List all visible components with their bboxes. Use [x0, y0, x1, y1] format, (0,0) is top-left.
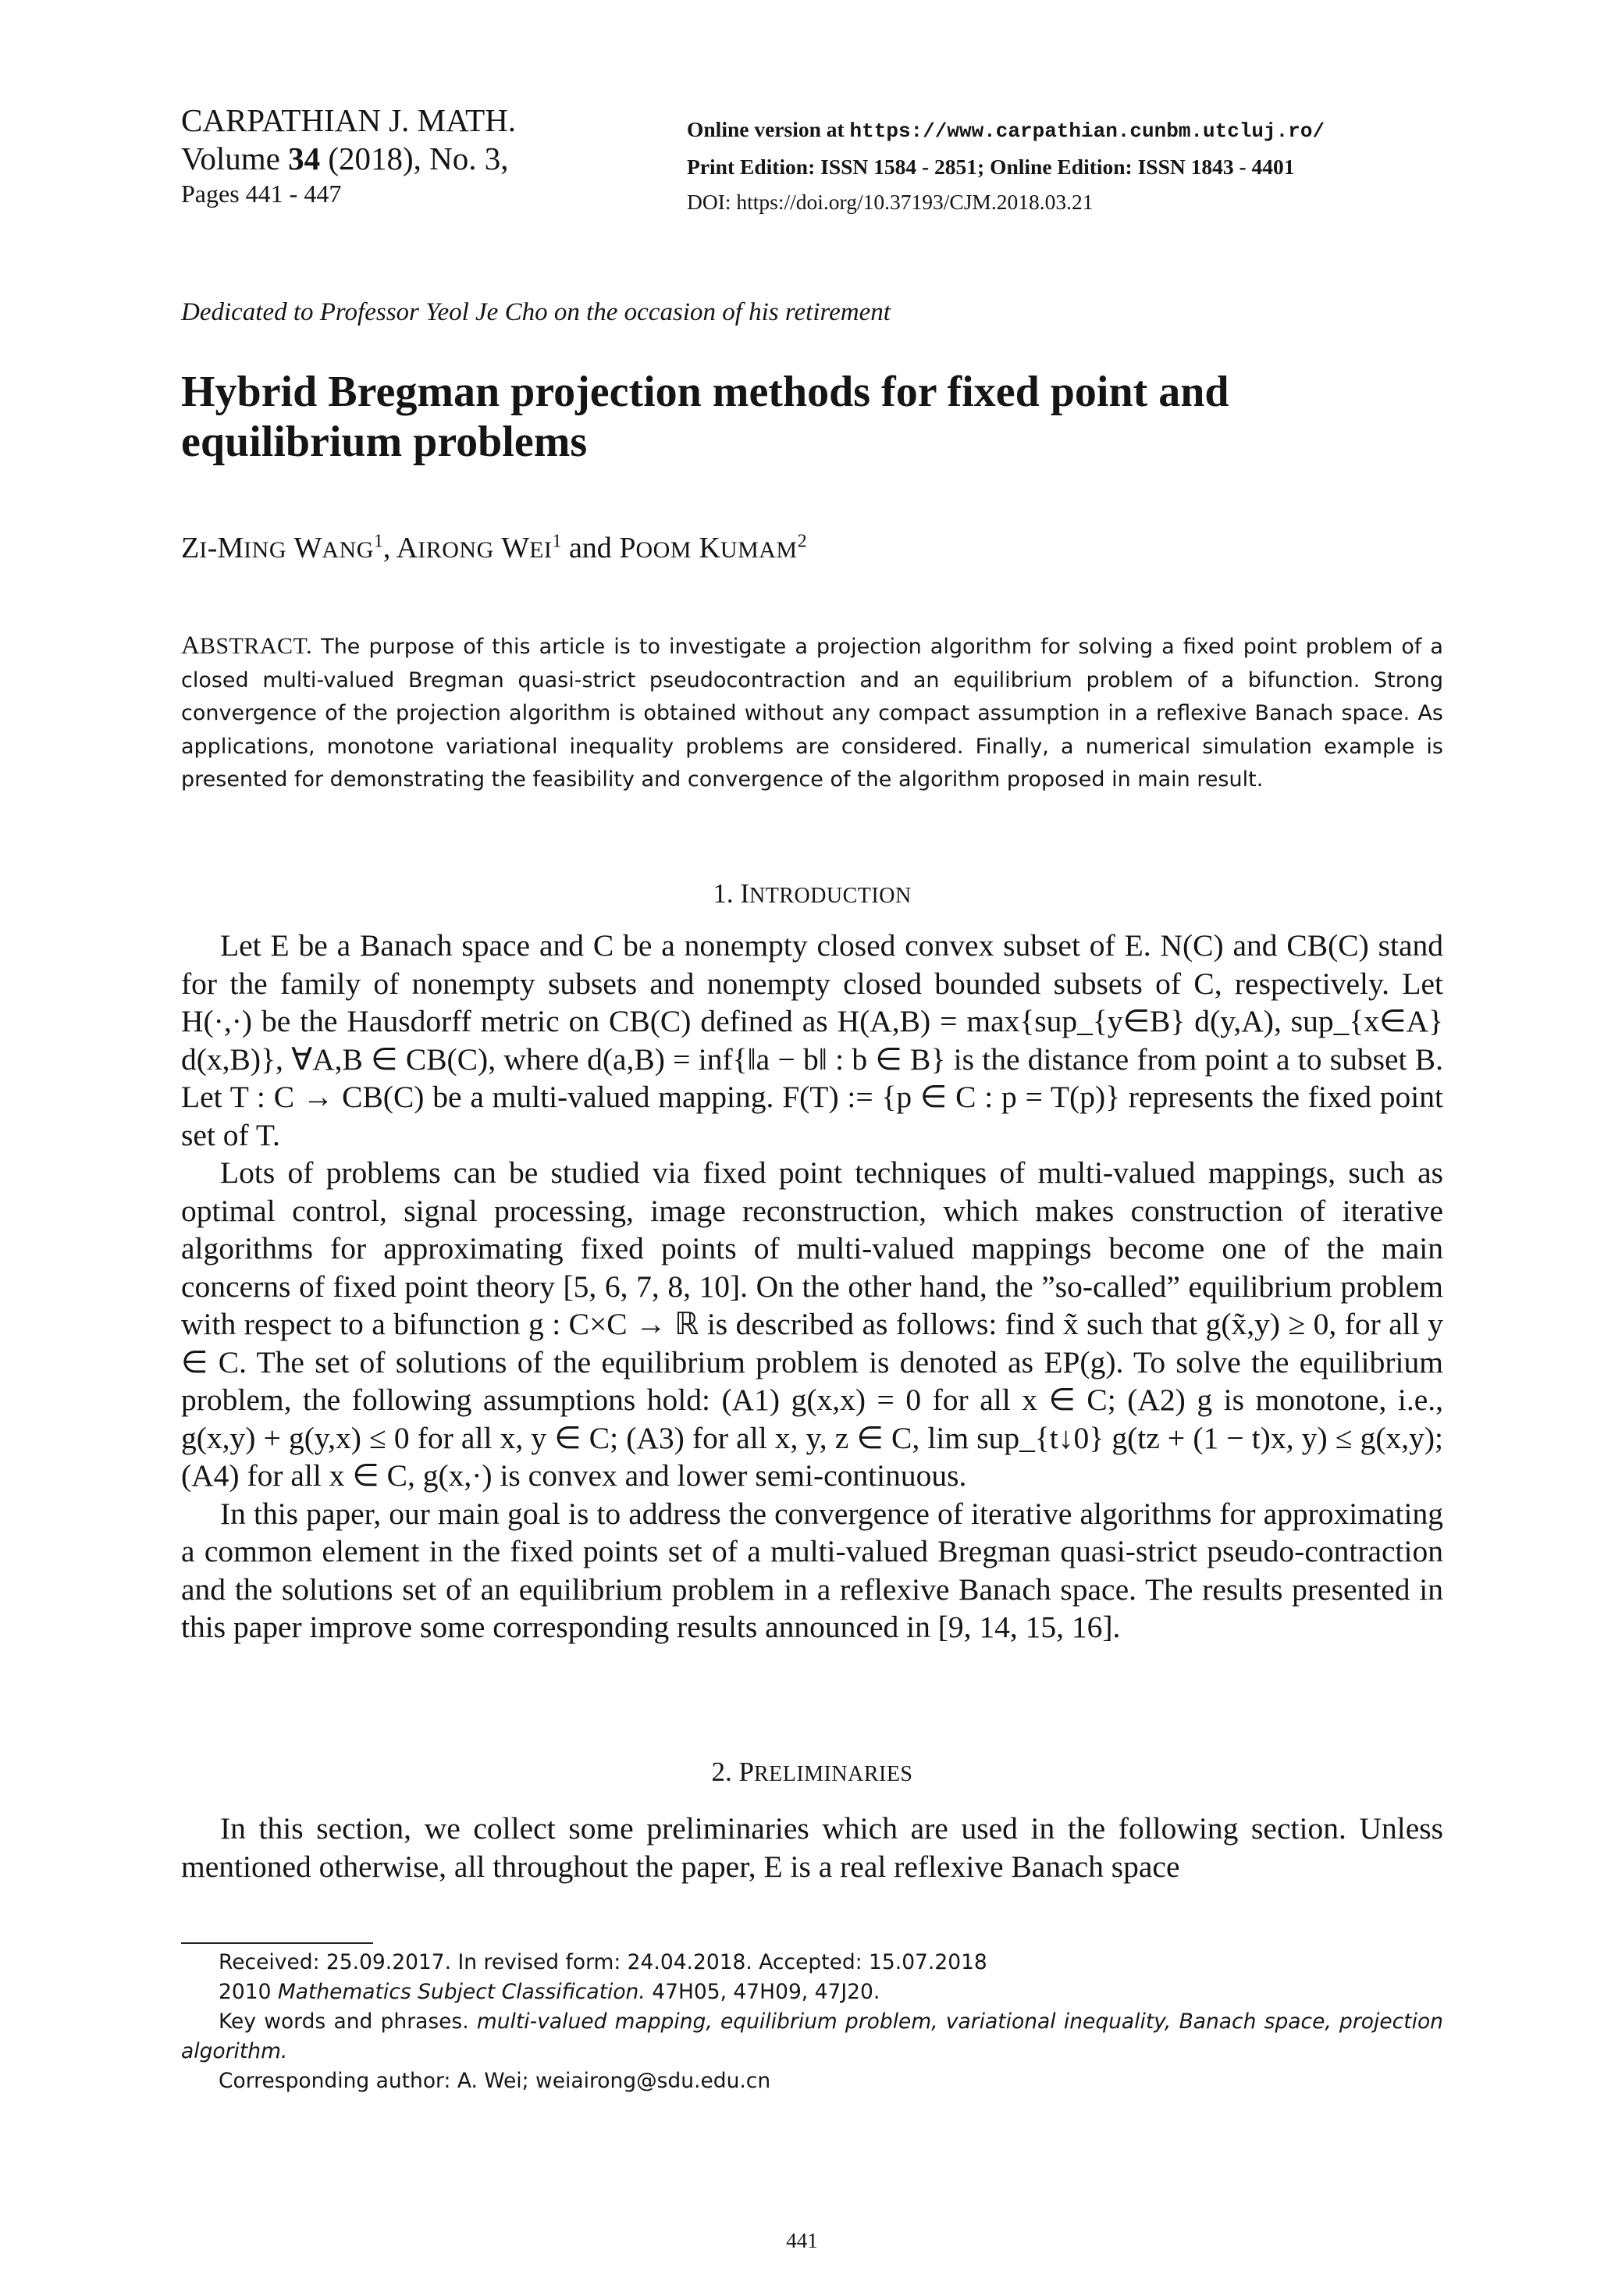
author-1-mid-rest: ING	[244, 537, 286, 563]
online-version	[687, 112, 1467, 149]
online-url[interactable]: https://www.carpathian.cunbm.utcluj.ro/	[849, 119, 1325, 143]
section-1-rest: NTRODUCTION	[749, 884, 912, 908]
author-1-hyphen: -	[207, 532, 218, 564]
author-2-last-initial: W	[501, 532, 530, 564]
msc-label: Mathematics Subject Classification.	[277, 1980, 646, 2004]
volume-suffix: (2018), No. 3,	[328, 141, 509, 176]
paragraph-3: In this paper, our main goal is to address the convergence of iterative algorithms for approximating a common element in the fixed points set of a multi-valued Bregman quasi-strict pseudo-contraction and the solutions set of an equilibrium problem in a reflexive Banach space. The results presented in this paper improve some corresponding results announced in [9, 14, 15, 16].	[181, 1496, 1443, 1644]
author-separator-1: ,	[382, 532, 397, 564]
abstract-label-initial: A	[181, 632, 200, 660]
section-2-number: 2.	[711, 1757, 732, 1787]
abstract-text: The purpose of this article is to investigate a projection algorithm for solving a fixed point problem of a closed multi-valued Bregman quasi-strict pseudocontraction and an equilibrium problem of a bifunction. Strong convergence of the projection algorithm is obtained without any compact assumption in a reflexive Banach space. As applications, monotone variational inequality problems are considered. Finally, a numerical simulation example is presented for demonstrating the feasibility and convergence of the algorithm proposed in main result.	[181, 635, 1443, 792]
author-1-mid-initial: M	[217, 532, 244, 564]
section-1-number: 1.	[713, 878, 734, 909]
received-dates: Received: 25.09.2017. In revised form: 24.04.2018. Accepted: 15.07.2018	[219, 1950, 987, 1974]
dedication: Dedicated to Professor Yeol Je Cho on the occasion of his retirement	[181, 298, 891, 326]
author-3-affiliation: 2	[797, 531, 807, 552]
volume-prefix: Volume	[181, 141, 280, 176]
page-number: 441	[786, 2229, 818, 2252]
author-3-last-initial: K	[699, 532, 720, 564]
corresponding-author: Corresponding author: A. Wei; weiairong@sdu.edu.cn	[219, 2069, 771, 2093]
edition-info	[687, 112, 1467, 219]
preliminaries-body	[181, 1810, 1443, 1885]
paper-title	[181, 367, 1461, 467]
section-2-initial: P	[738, 1757, 754, 1787]
keywords-label: Key words and phrases.	[219, 2009, 469, 2034]
author-2-initial: A	[396, 532, 418, 564]
volume-number: 34	[288, 141, 321, 176]
paragraph-4: In this section, we collect some preliminaries which are used in the following section. Unless mentioned otherwise, all throughout the paper, E is a real reflexive Banach space	[181, 1811, 1443, 1884]
issn-line	[687, 149, 1467, 184]
section-2-rest: RELIMINARIES	[753, 1762, 913, 1786]
keywords	[181, 2007, 1443, 2066]
title-line-2: equilibrium problems	[181, 418, 588, 466]
author-1-initial: Z	[181, 532, 200, 564]
authors	[181, 531, 1430, 565]
author-separator-2: and	[561, 532, 620, 564]
keywords-text: multi-valued mapping, equilibrium problem, variational inequality, Banach space, projection algorithm.	[181, 2009, 1443, 2063]
author-1-first-rest: I	[199, 537, 208, 563]
author-1-last-rest: ANG	[322, 537, 374, 563]
section-1-initial: I	[740, 878, 749, 909]
section-heading-introduction	[181, 878, 1443, 910]
author-1-affiliation: 1	[373, 531, 383, 552]
footnotes	[181, 1948, 1443, 2096]
msc-classification	[181, 1977, 1443, 2007]
online-label: Online version at	[687, 117, 845, 141]
journal-pages: Pages 441 - 447	[181, 180, 342, 208]
footnote-rule	[181, 1942, 373, 1944]
doi-line[interactable]: DOI: https://doi.org/10.37193/CJM.2018.03.21	[687, 190, 1094, 214]
abstract	[181, 629, 1443, 797]
author-2-last-rest: EI	[529, 537, 553, 563]
abstract-label	[181, 632, 312, 660]
abstract-label-rest: BSTRACT.	[199, 633, 313, 659]
title-line-1: Hybrid Bregman projection methods for fixed point and	[181, 368, 1229, 416]
introduction-body	[181, 927, 1443, 1646]
journal-volume	[181, 140, 618, 178]
author-1-last-initial: W	[293, 532, 322, 564]
author-2-first-rest: IRONG	[418, 537, 494, 563]
msc-year: 2010	[219, 1980, 272, 2004]
journal-name: CARPATHIAN J. MATH.	[181, 102, 517, 138]
section-heading-preliminaries	[181, 1757, 1443, 1788]
journal-info	[181, 101, 618, 209]
issn-text: Print Edition: ISSN 1584 - 2851; Online Edition: ISSN 1843 - 4401	[687, 155, 1295, 179]
author-3-first-rest: OOM	[635, 537, 692, 563]
paragraph-2: Lots of problems can be studied via fixed point techniques of multi-valued mappings, such as optimal control, signal processing, image reconstruction, which makes construction of iterative algorithms for approximating fixed points of multi-valued mappings become one of the main concerns of fixed point theory [5, 6, 7, 8, 10]. On the other hand, the ”so-called” equilibrium problem with respect to a bifunction g : C×C → ℝ is described as follows: find x̃ such that g(x̃,y) ≥ 0, for all y ∈ C. The set of solutions of the equilibrium problem is denoted as EP(g). To solve the equilibrium problem, the following assumptions hold: (A1) g(x,x) = 0 for all x ∈ C; (A2) g is monotone, i.e., g(x,y) + g(y,x) ≤ 0 for all x, y ∈ C; (A3) for all x, y, z ∈ C, lim sup_{t↓0} g(tz + (1 − t)x, y) ≤ g(x,y); (A4) for all x ∈ C, g(x,·) is convex and lower semi-continuous.	[181, 1155, 1443, 1493]
author-2-affiliation: 1	[552, 531, 562, 552]
author-3-initial: P	[619, 532, 636, 564]
author-3-last-rest: UMAM	[720, 537, 798, 563]
paragraph-1: Let E be a Banach space and C be a nonempty closed convex subset of E. N(C) and CB(C) stand for the family of nonempty subsets and nonempty closed bounded subsets of C, respectively. Let H(·,·) be the Hausdorff metric on CB(C) defined as H(A,B) = max{sup_{y∈B} d(y,A), sup_{x∈A} d(x,B)}, ∀A,B ∈ CB(C), where d(a,B) = inf{‖a − b‖ : b ∈ B} is the distance from point a to subset B. Let T : C → CB(C) be a multi-valued mapping. F(T) := {p ∈ C : p = T(p)} represents the fixed point set of T.	[181, 928, 1443, 1152]
msc-codes: 47H05, 47H09, 47J20.	[652, 1980, 880, 2004]
